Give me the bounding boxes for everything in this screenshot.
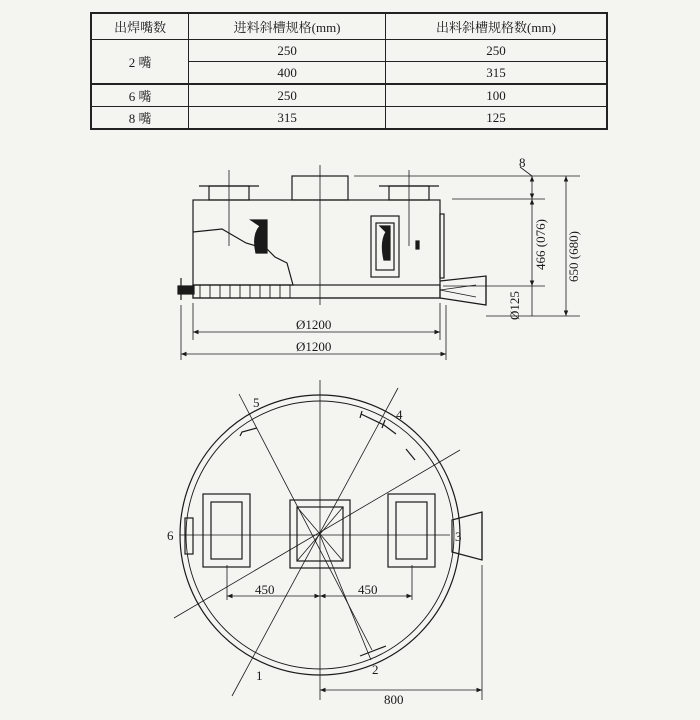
dim-label-450-left: 450 bbox=[255, 582, 275, 597]
table-cell-outlet: 125 bbox=[386, 107, 608, 130]
table-cell-nozzles: 6 嘴 bbox=[91, 84, 189, 107]
label-4: 4 bbox=[396, 407, 403, 422]
side-view bbox=[178, 165, 580, 360]
dim-label-width-1: Ø1200 bbox=[296, 317, 332, 332]
table-cell-inlet: 400 bbox=[189, 62, 386, 85]
spout-line-4 bbox=[232, 388, 398, 696]
table-cell-inlet: 315 bbox=[189, 107, 386, 130]
rim-mark-2 bbox=[360, 646, 386, 656]
table-cell-nozzles: 8 嘴 bbox=[91, 107, 189, 130]
cutaway-section bbox=[193, 229, 293, 285]
spout-line-3 bbox=[174, 450, 460, 618]
outlet-funnel-right bbox=[440, 276, 486, 305]
label-5: 5 bbox=[253, 395, 260, 410]
header-inlet: 进料斜槽规格(mm) bbox=[189, 13, 386, 40]
rim-mark-4b bbox=[406, 449, 415, 460]
tank-body bbox=[193, 200, 440, 298]
dim-label-8: 8 bbox=[519, 155, 526, 170]
rim-mark-5 bbox=[240, 428, 257, 436]
table-cell-nozzles: 2 嘴 bbox=[91, 40, 189, 85]
base-hatching bbox=[200, 285, 290, 298]
dim-label-width-2: Ø1200 bbox=[296, 339, 332, 354]
label-6: 6 bbox=[167, 528, 174, 543]
spout-line-5 bbox=[239, 394, 372, 650]
spout-line-2 bbox=[320, 535, 371, 660]
header-nozzles: 出焊嘴数 bbox=[91, 13, 189, 40]
table-cell-inlet: 250 bbox=[189, 84, 386, 107]
table-cell-outlet: 100 bbox=[386, 84, 608, 107]
dim-label-650: 650 (680) bbox=[566, 231, 581, 282]
dim-label-450-right: 450 bbox=[358, 582, 378, 597]
table-cell-outlet: 315 bbox=[386, 62, 608, 85]
table-cell-outlet: 250 bbox=[386, 40, 608, 62]
plan-view bbox=[174, 380, 482, 700]
dim-label-466: 466 (076) bbox=[533, 219, 548, 270]
table-cell-inlet: 250 bbox=[189, 40, 386, 62]
window-plan-left bbox=[203, 494, 250, 567]
window-plan-right bbox=[388, 494, 435, 567]
label-2: 2 bbox=[372, 662, 379, 677]
dim-label-800: 800 bbox=[384, 692, 404, 707]
header-outlet: 出料斜槽规格数(mm) bbox=[386, 13, 608, 40]
label-1: 1 bbox=[256, 668, 263, 683]
dim-label-125: Ø125 bbox=[507, 291, 522, 320]
spout-left bbox=[251, 220, 267, 253]
label-3: 3 bbox=[455, 529, 462, 544]
